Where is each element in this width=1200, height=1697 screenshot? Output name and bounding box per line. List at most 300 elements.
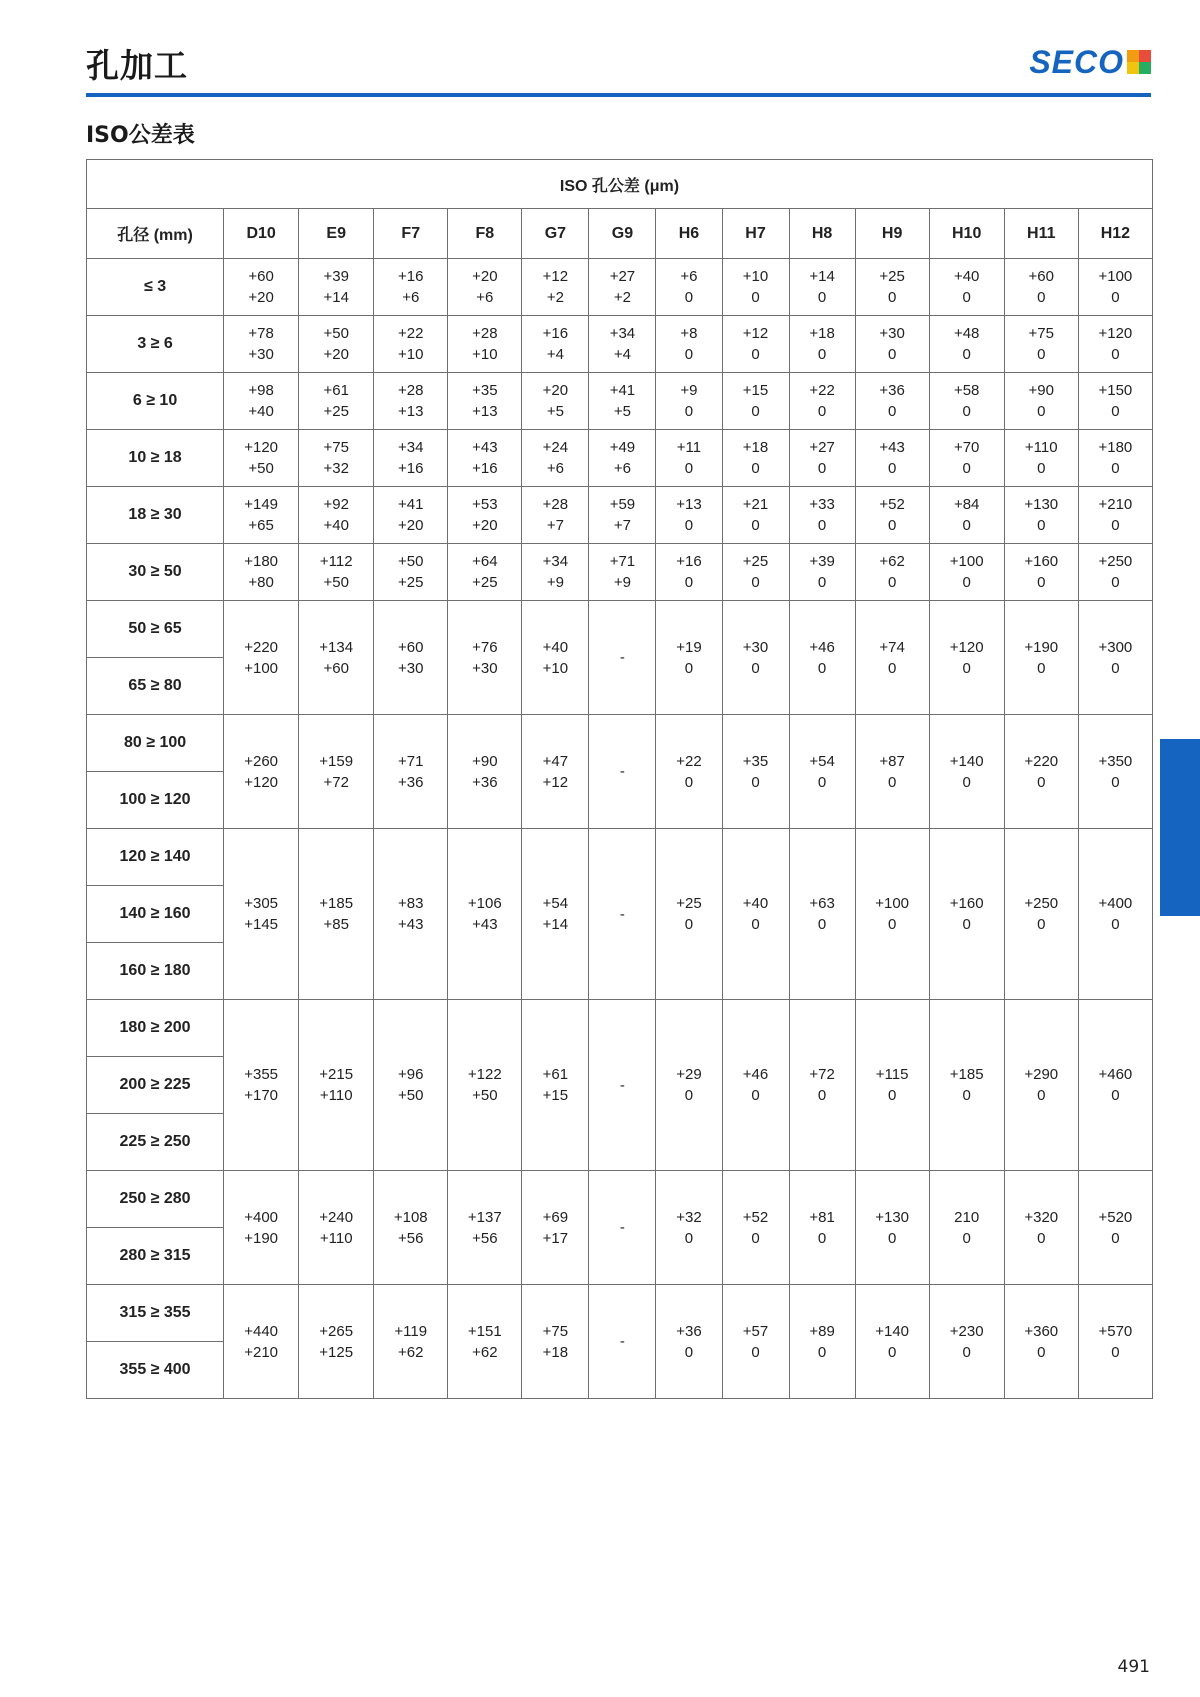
lower-deviation: +62 xyxy=(398,1343,424,1361)
brand-mark-square xyxy=(1127,62,1139,74)
lower-deviation: 0 xyxy=(1037,659,1046,677)
tolerance-cell xyxy=(374,430,448,487)
lower-deviation: 0 xyxy=(962,916,971,933)
tolerance-cell xyxy=(929,601,1004,715)
tolerance-cell xyxy=(1004,1285,1078,1399)
tolerance-cell xyxy=(1078,373,1152,430)
size-range-cell: 65 ≥ 80 xyxy=(87,658,224,715)
lower-deviation: +6 xyxy=(476,289,494,306)
lower-deviation: +85 xyxy=(323,916,349,933)
upper-deviation: +21 xyxy=(742,496,769,513)
upper-deviation: +36 xyxy=(879,382,905,399)
upper-deviation: +115 xyxy=(875,1066,909,1083)
lower-deviation: 0 xyxy=(684,659,694,677)
tolerance-cell xyxy=(722,430,789,487)
tolerance-cell xyxy=(448,316,522,373)
upper-deviation: +120 xyxy=(244,439,279,456)
tolerance-cell xyxy=(929,1000,1004,1171)
lower-deviation: 0 xyxy=(817,659,827,677)
upper-deviation: +40 xyxy=(542,638,569,656)
tolerance-cell xyxy=(789,715,855,829)
tolerance-cell xyxy=(448,601,522,715)
lower-deviation: 0 xyxy=(684,346,694,363)
lower-deviation: +2 xyxy=(613,289,631,306)
grade-header: G7 xyxy=(522,209,589,259)
lower-deviation: 0 xyxy=(751,1229,760,1247)
tolerance-cell xyxy=(656,601,722,715)
lower-deviation: 0 xyxy=(962,460,971,477)
grade-header: H7 xyxy=(722,209,789,259)
lower-deviation: 0 xyxy=(1037,346,1046,363)
upper-deviation: +210 xyxy=(1098,496,1133,513)
upper-deviation: +320 xyxy=(1024,1208,1059,1226)
size-range-cell: 3 ≥ 6 xyxy=(87,316,224,373)
upper-deviation: +14 xyxy=(809,268,835,285)
lower-deviation: +25 xyxy=(472,574,498,591)
upper-deviation: +89 xyxy=(809,1322,835,1340)
tolerance-cell xyxy=(1004,259,1078,316)
table-body xyxy=(87,259,1153,1399)
upper-deviation: +460 xyxy=(1098,1066,1133,1083)
upper-deviation: +40 xyxy=(953,268,980,285)
tolerance-cell xyxy=(299,829,374,1000)
tolerance-cell xyxy=(299,316,374,373)
upper-deviation: +50 xyxy=(398,553,424,570)
lower-deviation: 0 xyxy=(1111,517,1120,534)
lower-deviation: 0 xyxy=(962,1229,971,1247)
tolerance-cell xyxy=(1004,544,1078,601)
tolerance-cell xyxy=(448,715,522,829)
lower-deviation: +20 xyxy=(323,346,349,363)
tolerance-cell xyxy=(448,487,522,544)
upper-deviation: +16 xyxy=(398,268,424,285)
tolerance-cell xyxy=(299,373,374,430)
lower-deviation: 0 xyxy=(1037,403,1046,420)
lower-deviation: +10 xyxy=(472,346,498,363)
upper-deviation: +185 xyxy=(319,895,354,912)
upper-deviation: +27 xyxy=(609,268,636,285)
tolerance-cell xyxy=(855,829,929,1000)
tolerance-cell xyxy=(929,259,1004,316)
lower-deviation: +30 xyxy=(398,659,424,677)
size-range-cell: 10 ≥ 18 xyxy=(87,430,224,487)
lower-deviation: 0 xyxy=(751,460,760,477)
grade-header: H12 xyxy=(1078,209,1152,259)
lower-deviation: 0 xyxy=(684,574,694,591)
tolerance-cell xyxy=(789,1285,855,1399)
tolerance-cell xyxy=(656,1285,722,1399)
upper-deviation: +48 xyxy=(953,325,980,342)
tolerance-cell xyxy=(929,430,1004,487)
upper-deviation: +137 xyxy=(467,1208,502,1226)
upper-deviation: +43 xyxy=(472,439,498,456)
upper-deviation: - xyxy=(619,649,625,666)
upper-deviation: +72 xyxy=(809,1066,835,1083)
grade-header: H6 xyxy=(656,209,722,259)
upper-deviation: +100 xyxy=(949,553,984,570)
tolerance-cell xyxy=(722,316,789,373)
grade-header: F8 xyxy=(448,209,522,259)
tolerance-cell xyxy=(589,1285,656,1399)
tolerance-cell xyxy=(224,373,299,430)
upper-deviation: +81 xyxy=(809,1208,835,1226)
upper-deviation: +54 xyxy=(809,752,835,770)
upper-deviation: +130 xyxy=(1024,496,1059,513)
upper-deviation: +28 xyxy=(542,496,569,513)
table-row xyxy=(87,487,1153,544)
upper-deviation: +25 xyxy=(879,268,905,285)
upper-deviation: +83 xyxy=(398,895,424,912)
lower-deviation: 0 xyxy=(887,659,897,677)
tolerance-cell xyxy=(789,259,855,316)
lower-deviation: 0 xyxy=(817,1229,827,1247)
tolerance-cell xyxy=(722,1285,789,1399)
upper-deviation: +30 xyxy=(742,638,769,656)
upper-deviation: +265 xyxy=(319,1322,354,1340)
tolerance-cell xyxy=(374,316,448,373)
lower-deviation: 0 xyxy=(1111,1087,1120,1104)
lower-deviation: 0 xyxy=(1111,1343,1120,1361)
tolerance-cell xyxy=(722,1000,789,1171)
tolerance-cell xyxy=(789,316,855,373)
tolerance-cell xyxy=(299,1000,374,1171)
upper-deviation: +305 xyxy=(244,895,279,912)
tolerance-cell xyxy=(929,829,1004,1000)
tolerance-cell xyxy=(299,430,374,487)
tolerance-cell xyxy=(722,544,789,601)
tolerance-cell xyxy=(589,601,656,715)
upper-deviation: +87 xyxy=(879,752,905,770)
tolerance-cell xyxy=(522,601,589,715)
tolerance-cell xyxy=(1004,1000,1078,1171)
tolerance-cell xyxy=(1004,829,1078,1000)
lower-deviation: +170 xyxy=(244,1087,279,1104)
lower-deviation: 0 xyxy=(817,773,827,791)
lower-deviation: 0 xyxy=(751,403,760,420)
tolerance-cell xyxy=(855,544,929,601)
upper-deviation: +106 xyxy=(467,895,502,912)
upper-deviation: +112 xyxy=(319,553,353,570)
lower-deviation: 0 xyxy=(751,773,760,791)
upper-deviation: +360 xyxy=(1024,1322,1059,1340)
tolerance-cell xyxy=(224,544,299,601)
lower-deviation: +72 xyxy=(323,773,349,791)
lower-deviation: 0 xyxy=(887,916,897,933)
tolerance-cell xyxy=(789,373,855,430)
tolerance-cell xyxy=(374,544,448,601)
lower-deviation: 0 xyxy=(817,517,827,534)
upper-deviation: +25 xyxy=(742,553,769,570)
tolerance-cell xyxy=(224,487,299,544)
tolerance-cell xyxy=(589,373,656,430)
tolerance-cell xyxy=(224,715,299,829)
lower-deviation: 0 xyxy=(887,574,897,591)
lower-deviation: 0 xyxy=(962,346,971,363)
upper-deviation: +120 xyxy=(949,638,984,656)
tolerance-cell xyxy=(789,601,855,715)
lower-deviation: +56 xyxy=(472,1229,498,1247)
upper-deviation: +12 xyxy=(542,268,569,285)
lower-deviation: +100 xyxy=(244,659,279,677)
tolerance-cell xyxy=(656,829,722,1000)
lower-deviation: +30 xyxy=(248,346,274,363)
upper-deviation: +22 xyxy=(398,325,424,342)
lower-deviation: +50 xyxy=(323,574,349,591)
brand-mark-icon xyxy=(1127,50,1151,74)
lower-deviation: +50 xyxy=(248,460,274,477)
lower-deviation: +60 xyxy=(323,659,349,677)
tolerance-cell xyxy=(789,430,855,487)
upper-deviation: +34 xyxy=(609,325,636,342)
upper-deviation: +350 xyxy=(1098,752,1133,770)
grade-header: G9 xyxy=(589,209,656,259)
tolerance-cell xyxy=(522,487,589,544)
lower-deviation: 0 xyxy=(1037,1087,1046,1104)
upper-deviation: +43 xyxy=(879,439,905,456)
tolerance-cell xyxy=(299,1285,374,1399)
upper-deviation: +240 xyxy=(319,1208,354,1226)
lower-deviation: +62 xyxy=(472,1343,498,1361)
tolerance-cell xyxy=(855,316,929,373)
upper-deviation: +75 xyxy=(542,1322,569,1340)
lower-deviation: +2 xyxy=(546,289,564,306)
lower-deviation: +13 xyxy=(398,403,424,420)
tolerance-cell xyxy=(299,715,374,829)
lower-deviation: +25 xyxy=(398,574,424,591)
lower-deviation: 0 xyxy=(751,1087,760,1104)
tolerance-cell xyxy=(722,487,789,544)
lower-deviation: 0 xyxy=(817,1343,827,1361)
upper-deviation: +98 xyxy=(248,382,274,399)
table-header-row xyxy=(87,209,1153,259)
upper-deviation: +63 xyxy=(809,895,835,912)
lower-deviation: 0 xyxy=(684,1343,694,1361)
tolerance-cell xyxy=(224,1000,299,1171)
lower-deviation: +43 xyxy=(398,916,424,933)
upper-deviation: +22 xyxy=(676,752,702,770)
tolerance-cell xyxy=(1078,316,1152,373)
lower-deviation: +9 xyxy=(613,574,631,591)
tolerance-cell xyxy=(789,829,855,1000)
tolerance-cell xyxy=(374,715,448,829)
tolerance-cell xyxy=(656,1171,722,1285)
tolerance-cell xyxy=(448,259,522,316)
lower-deviation: 0 xyxy=(1037,289,1046,306)
lower-deviation: +6 xyxy=(402,289,420,306)
upper-deviation: +100 xyxy=(1098,268,1133,285)
tolerance-cell xyxy=(374,373,448,430)
tolerance-cell xyxy=(789,1000,855,1171)
tolerance-cell xyxy=(1078,430,1152,487)
upper-deviation: +149 xyxy=(244,496,279,513)
tolerance-cell xyxy=(522,1000,589,1171)
lower-deviation: 0 xyxy=(684,289,694,306)
upper-deviation: +119 xyxy=(394,1322,428,1340)
table-row xyxy=(87,373,1153,430)
lower-deviation: 0 xyxy=(751,659,760,677)
lower-deviation: 0 xyxy=(1111,289,1120,306)
upper-deviation: +12 xyxy=(742,325,769,342)
upper-deviation: - xyxy=(619,763,625,780)
tolerance-cell xyxy=(722,373,789,430)
tolerance-cell xyxy=(522,544,589,601)
lower-deviation: 0 xyxy=(1037,1229,1046,1247)
lower-deviation: 0 xyxy=(962,659,971,677)
lower-deviation: +17 xyxy=(542,1229,569,1247)
lower-deviation: +4 xyxy=(613,346,631,363)
upper-deviation: +69 xyxy=(542,1208,569,1226)
table-row xyxy=(87,544,1153,601)
lower-deviation: 0 xyxy=(817,289,827,306)
upper-deviation: +62 xyxy=(879,553,905,570)
lower-deviation: 0 xyxy=(817,916,827,933)
size-range-cell: 140 ≥ 160 xyxy=(87,886,224,943)
grade-header: E9 xyxy=(299,209,374,259)
table-row xyxy=(87,1285,1153,1342)
upper-deviation: +260 xyxy=(244,752,279,770)
lower-deviation: +36 xyxy=(398,773,424,791)
upper-deviation: +190 xyxy=(1024,638,1059,656)
tolerance-cell xyxy=(929,544,1004,601)
upper-deviation: 210 xyxy=(954,1208,980,1226)
lower-deviation: +145 xyxy=(244,916,279,933)
tolerance-cell xyxy=(855,487,929,544)
lower-deviation: +25 xyxy=(323,403,349,420)
tolerance-cell xyxy=(522,715,589,829)
lower-deviation: 0 xyxy=(887,517,897,534)
lower-deviation: +110 xyxy=(319,1229,353,1247)
tolerance-cell xyxy=(448,430,522,487)
lower-deviation: +16 xyxy=(472,460,498,477)
tolerance-cell xyxy=(1078,544,1152,601)
tolerance-cell xyxy=(299,1171,374,1285)
upper-deviation: +75 xyxy=(323,439,349,456)
brand-mark-square xyxy=(1127,50,1139,62)
size-range-cell: 225 ≥ 250 xyxy=(87,1114,224,1171)
lower-deviation: 0 xyxy=(887,1229,897,1247)
upper-deviation: +355 xyxy=(244,1066,279,1083)
upper-deviation: +570 xyxy=(1098,1322,1133,1340)
upper-deviation: +20 xyxy=(472,268,498,285)
upper-deviation: +52 xyxy=(742,1208,769,1226)
upper-deviation: +71 xyxy=(609,553,636,570)
upper-deviation: +78 xyxy=(248,325,274,342)
upper-deviation: +61 xyxy=(542,1066,569,1083)
tolerance-cell xyxy=(589,715,656,829)
upper-deviation: +215 xyxy=(319,1066,354,1083)
size-range-cell: ≤ 3 xyxy=(87,259,224,316)
upper-deviation: - xyxy=(619,1219,625,1236)
upper-deviation: +32 xyxy=(676,1208,702,1226)
tolerance-cell xyxy=(656,373,722,430)
size-range-cell: 160 ≥ 180 xyxy=(87,943,224,1000)
section-side-tab xyxy=(1160,739,1200,916)
size-range-cell: 315 ≥ 355 xyxy=(87,1285,224,1342)
tolerance-cell xyxy=(929,1171,1004,1285)
lower-deviation: 0 xyxy=(751,517,760,534)
tolerance-cell xyxy=(656,430,722,487)
table-row xyxy=(87,430,1153,487)
tolerance-cell xyxy=(522,829,589,1000)
upper-deviation: +440 xyxy=(244,1322,279,1340)
upper-deviation: +159 xyxy=(319,752,354,770)
table-row xyxy=(87,601,1153,658)
tolerance-cell xyxy=(929,487,1004,544)
tolerance-cell xyxy=(224,1171,299,1285)
upper-deviation: +160 xyxy=(1024,553,1059,570)
size-range-cell: 180 ≥ 200 xyxy=(87,1000,224,1057)
upper-deviation: +19 xyxy=(676,638,702,656)
upper-deviation: +180 xyxy=(244,553,279,570)
lower-deviation: 0 xyxy=(1037,574,1046,591)
lower-deviation: +9 xyxy=(546,574,564,591)
tolerance-cell xyxy=(589,487,656,544)
brand-mark-square xyxy=(1139,50,1151,62)
upper-deviation: +92 xyxy=(323,496,349,513)
upper-deviation: +46 xyxy=(742,1066,769,1083)
table-caption: ISO 孔公差 (μm) xyxy=(87,160,1153,209)
lower-deviation: +12 xyxy=(542,773,569,791)
grade-header: H9 xyxy=(855,209,929,259)
upper-deviation: +28 xyxy=(472,325,498,342)
tolerance-cell xyxy=(722,259,789,316)
tolerance-cell xyxy=(522,1171,589,1285)
size-range-cell: 30 ≥ 50 xyxy=(87,544,224,601)
lower-deviation: +16 xyxy=(398,460,424,477)
upper-deviation: +250 xyxy=(1098,553,1133,570)
upper-deviation: +40 xyxy=(742,895,769,912)
upper-deviation: +122 xyxy=(467,1066,502,1083)
upper-deviation: +34 xyxy=(398,439,424,456)
grade-header: D10 xyxy=(224,209,299,259)
lower-deviation: +30 xyxy=(472,659,498,677)
tolerance-cell xyxy=(1078,601,1152,715)
lower-deviation: 0 xyxy=(887,1087,897,1104)
tolerance-cell xyxy=(1004,316,1078,373)
tolerance-cell xyxy=(374,1000,448,1171)
tolerance-cell xyxy=(722,1171,789,1285)
upper-deviation: +60 xyxy=(398,638,424,656)
upper-deviation: +185 xyxy=(949,1066,984,1083)
lower-deviation: 0 xyxy=(1111,403,1120,420)
upper-deviation: +110 xyxy=(1024,439,1058,456)
upper-deviation: +520 xyxy=(1098,1208,1133,1226)
tolerance-cell xyxy=(855,1171,929,1285)
tolerance-cell xyxy=(448,1285,522,1399)
lower-deviation: 0 xyxy=(1111,574,1120,591)
upper-deviation: +90 xyxy=(1028,382,1054,399)
size-range-cell: 80 ≥ 100 xyxy=(87,715,224,772)
tolerance-cell xyxy=(589,316,656,373)
lower-deviation: 0 xyxy=(751,346,760,363)
lower-deviation: +56 xyxy=(398,1229,424,1247)
lower-deviation: +10 xyxy=(398,346,424,363)
tolerance-cell xyxy=(1004,487,1078,544)
tolerance-cell xyxy=(522,1285,589,1399)
upper-deviation: +34 xyxy=(542,553,569,570)
lower-deviation: 0 xyxy=(684,403,694,420)
tolerance-cell xyxy=(448,1171,522,1285)
page-title: 孔加工 xyxy=(86,46,188,85)
lower-deviation: 0 xyxy=(817,1087,827,1104)
tolerance-cell xyxy=(299,259,374,316)
lower-deviation: 0 xyxy=(887,403,897,420)
upper-deviation: +20 xyxy=(542,382,569,399)
tolerance-cell xyxy=(448,1000,522,1171)
lower-deviation: 0 xyxy=(962,773,971,791)
lower-deviation: +50 xyxy=(398,1087,424,1104)
upper-deviation: +29 xyxy=(676,1066,702,1083)
